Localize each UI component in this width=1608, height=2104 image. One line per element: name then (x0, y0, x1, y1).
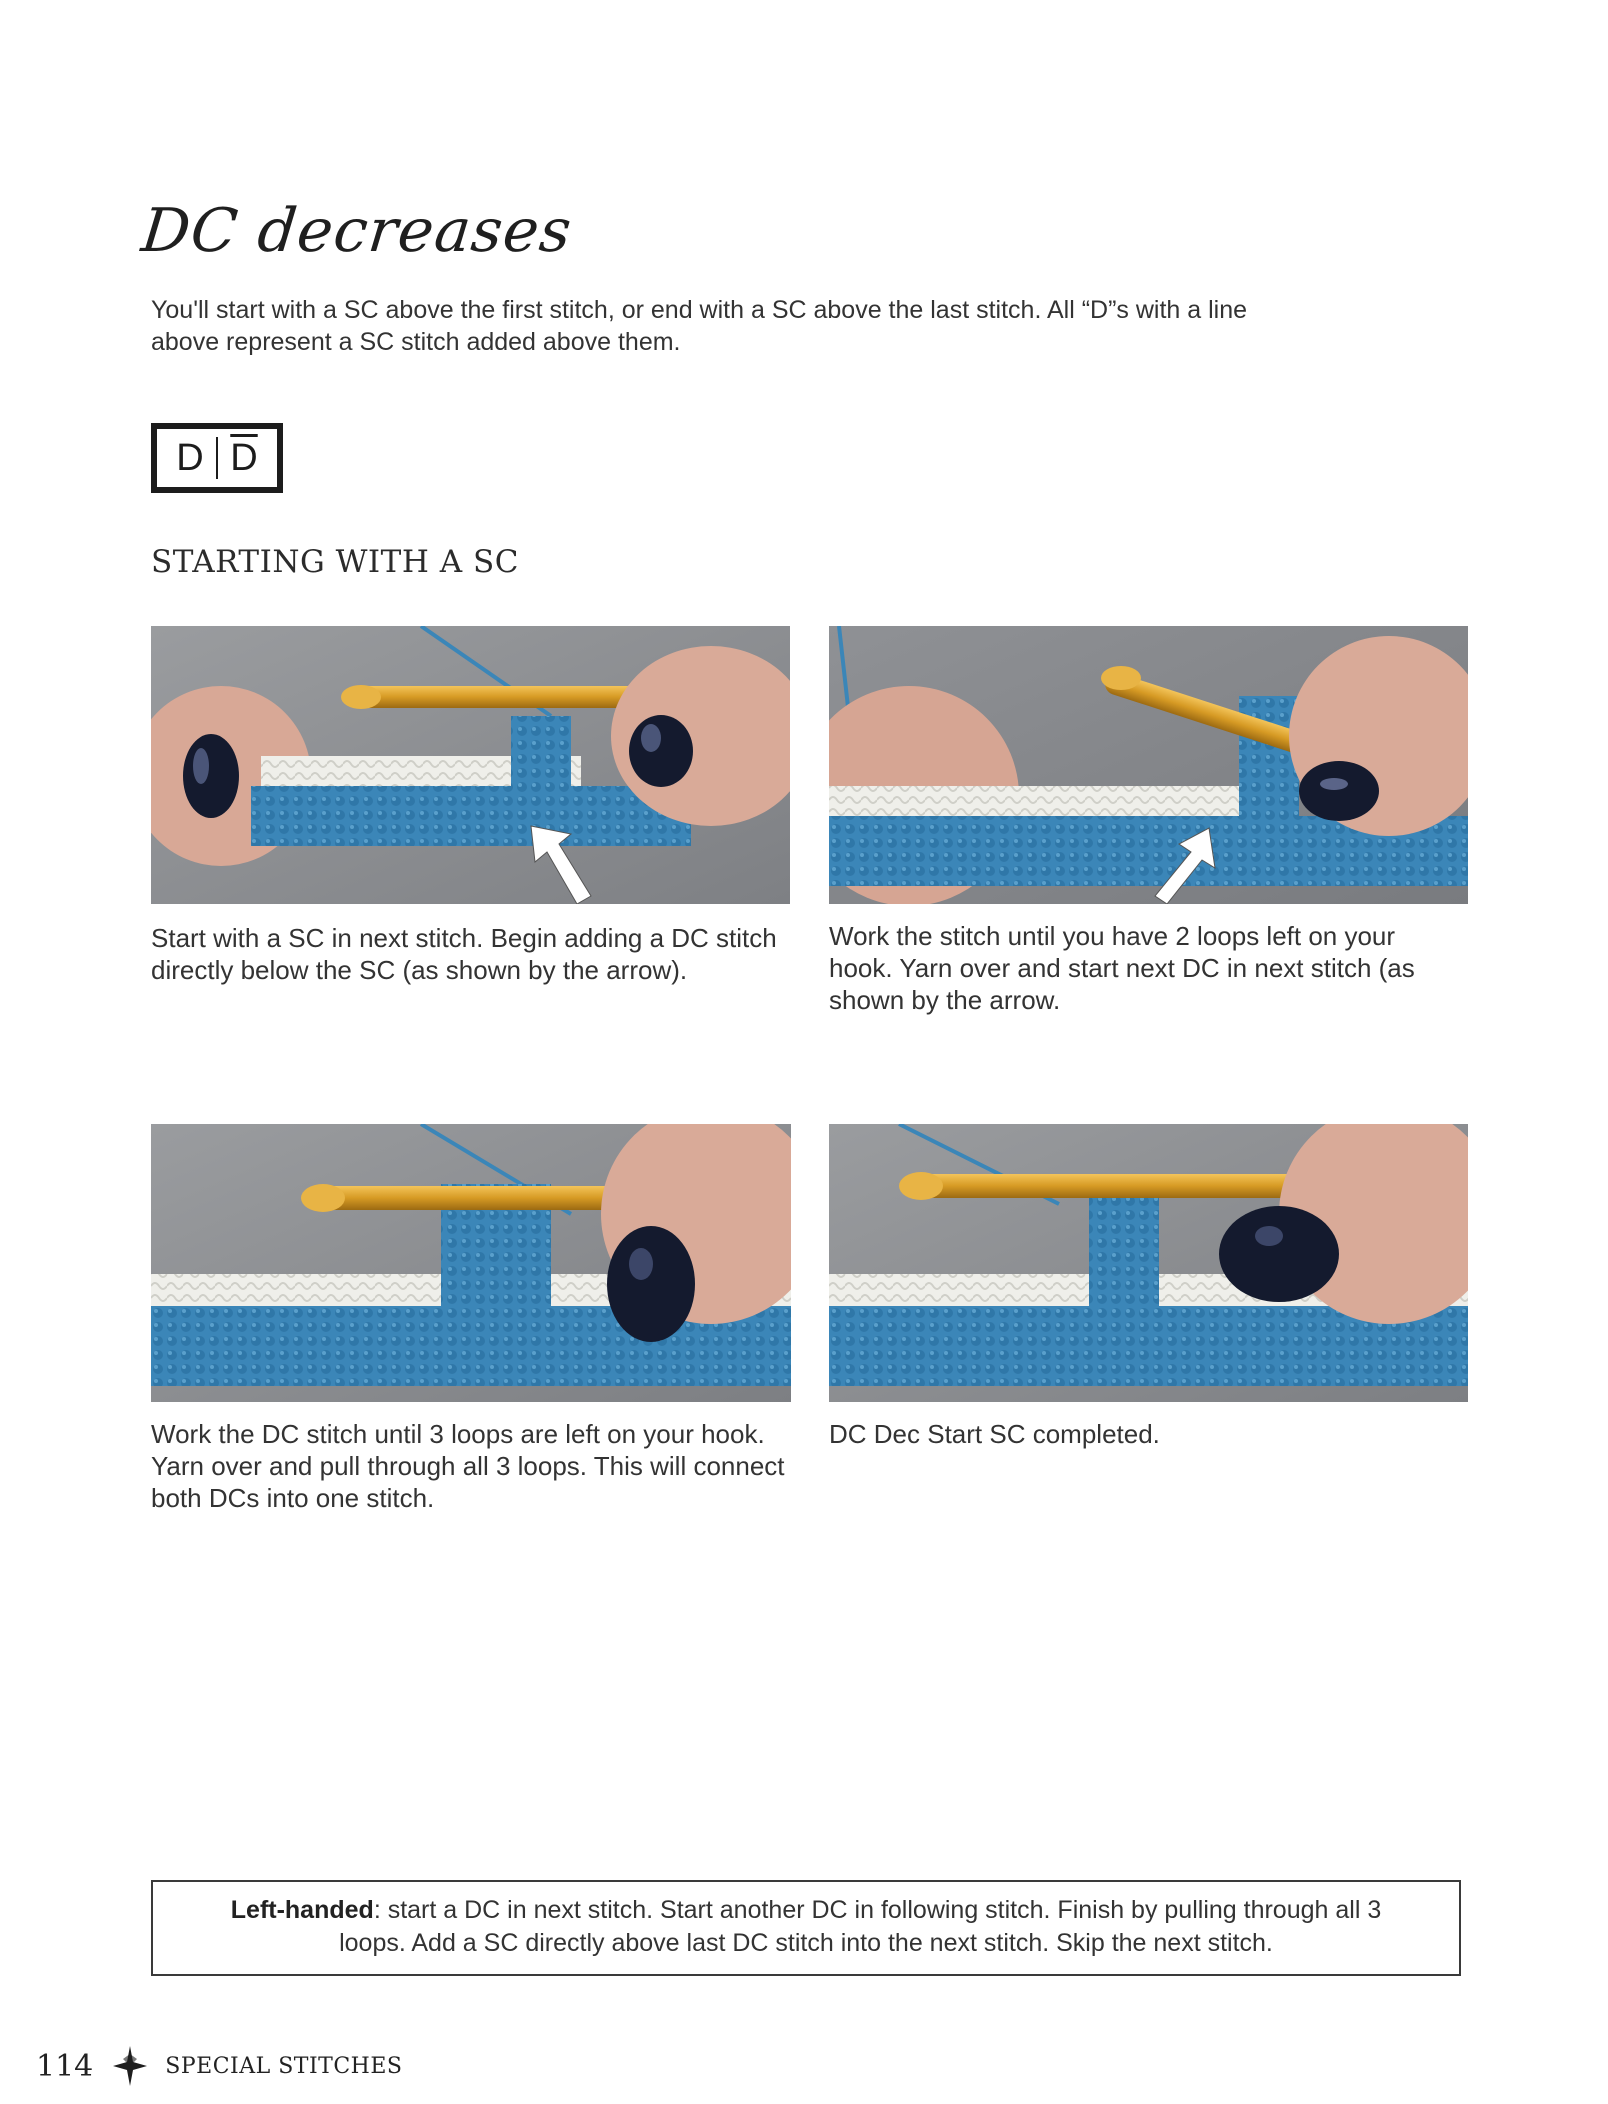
note-text: : start a DC in next stitch. Start another DC in following stitch. Finish by pulling through all 3 loops. Add a SC directly above last DC stitch into the next stitch. Skip the next stitch. (339, 1896, 1382, 1957)
section-heading: STARTING WITH A SC (151, 544, 519, 580)
step-1-caption: Start with a SC in next stitch. Begin adding a DC stitch directly below the SC (as shown by the arrow). (151, 923, 777, 985)
page-number: 114 (36, 2048, 94, 2084)
intro-paragraph: You'll start with a SC above the first stitch, or end with a SC above the last stitch. All “D”s with a line above represent a SC stitch added above them. (151, 296, 1248, 356)
footer-section-label: SPECIAL STITCHES (165, 2053, 403, 2079)
step-1-photo (151, 626, 790, 904)
step-3-caption: Work the DC stitch until 3 loops are left on your hook. Yarn over and pull through all 3 loops. This will connect both DCs into one stitch. (151, 1419, 785, 1513)
left-handed-note (151, 1880, 1461, 1976)
step-4-photo (829, 1124, 1468, 1402)
step-2-caption: Work the stitch until you have 2 loops left on your hook. Yarn over and start next DC in next stitch (as shown by the arrow. (829, 921, 1415, 1015)
stitch-symbol-box (151, 423, 283, 493)
symbol-dc: D (176, 436, 204, 479)
page-title: DC decreases (138, 196, 576, 266)
step-2-photo (829, 626, 1468, 904)
page-footer (36, 2046, 402, 2086)
step-3-photo (151, 1124, 791, 1402)
arrow-icon (511, 816, 611, 904)
four-point-star-icon (113, 2046, 147, 2086)
symbol-dc-with-sc: $\overline{D}$ (230, 436, 258, 479)
arrow-icon (1139, 822, 1229, 904)
step-4-caption: DC Dec Start SC completed. (829, 1419, 1160, 1449)
note-label: Left-handed (230, 1896, 374, 1924)
